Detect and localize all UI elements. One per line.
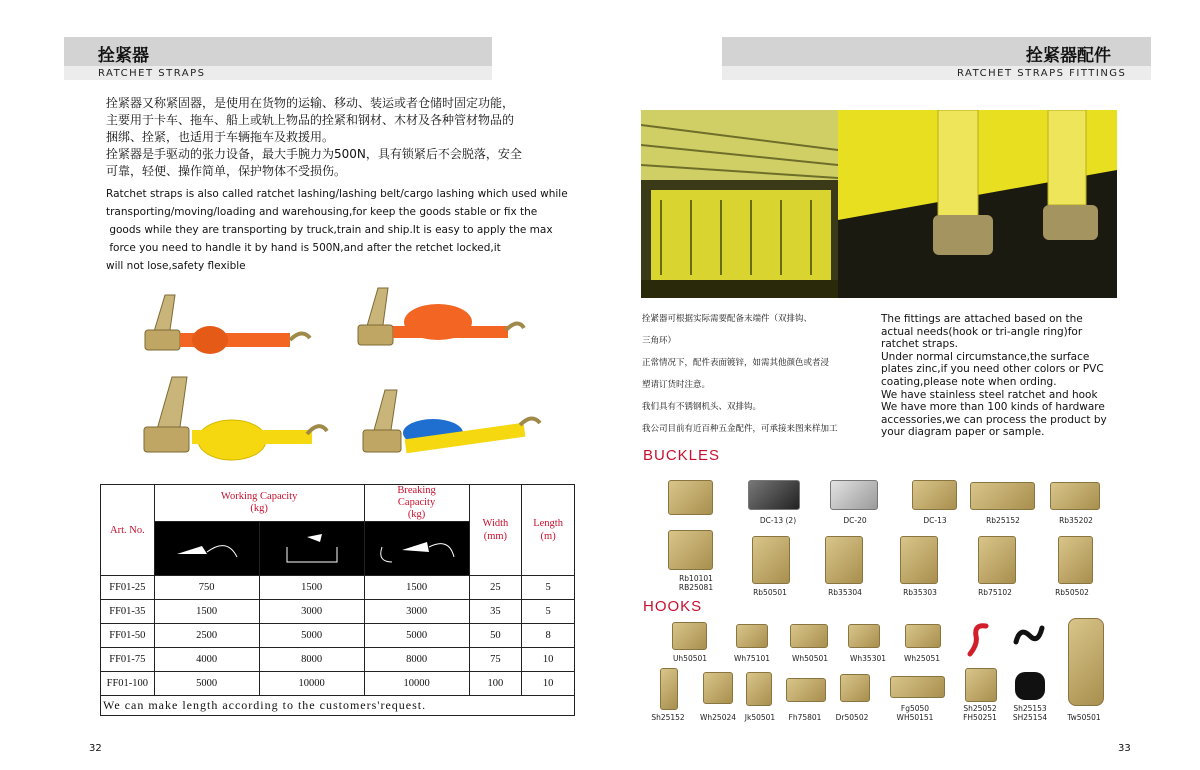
cell-breaking: 1500 (364, 576, 469, 600)
cell-breaking: 10000 (364, 672, 469, 696)
hook-image (1068, 618, 1104, 706)
buckle-image (978, 536, 1016, 584)
intro-en-line: Ratchet straps is also called ratchet lashing/lashing belt/cargo lashing which used while (106, 188, 568, 200)
desc-en-line: Under normal circumstance,the surface (881, 350, 1090, 363)
hook-image (746, 672, 772, 706)
desc-cn-line: 三角环） (642, 336, 677, 346)
buckle-image (825, 536, 863, 584)
hook-image (672, 622, 707, 650)
hook-image (1015, 672, 1045, 700)
buckle-label: Rb35303 (903, 588, 937, 597)
desc-en-line: ratchet straps. (881, 338, 959, 351)
left-intro-cn (106, 95, 576, 180)
buckle-label: Rb25152 (986, 516, 1020, 525)
right-desc-cn (642, 314, 872, 435)
right-desc-en (881, 313, 1141, 439)
cell-working-1: 4000 (154, 648, 259, 672)
desc-en-line: We have more than 100 kinds of hardware (881, 401, 1105, 414)
hook-image (840, 674, 870, 702)
left-page-title-cn: 拴紧器 (98, 46, 149, 66)
buckle-image (668, 480, 713, 515)
ratchet-closeup-photo (838, 110, 1117, 298)
buckle-label: Rb75102 (978, 588, 1012, 597)
buckle-image (830, 480, 878, 510)
intro-cn-line: 捆绑、拴紧，也适用于车辆拖车及救援用。 (106, 130, 335, 144)
hook-diagram-2 (259, 522, 364, 576)
table-row (101, 600, 575, 624)
hook-label: Uh50501 (672, 654, 708, 663)
desc-en-line: plates zinc,if you need other colors or PVC (881, 363, 1104, 376)
hook-label: Wh25024 (699, 713, 737, 722)
hook-label: Wh50501 (791, 654, 829, 663)
intro-en-line: will not lose,safety flexible (106, 260, 246, 272)
table-row (101, 576, 575, 600)
buckle-label: Rb50501 (753, 588, 787, 597)
intro-en-line: transporting/moving/loading and warehousing,for keep the goods stable or fix the (106, 206, 538, 218)
intro-cn-line: 拴紧器是手驱动的张力设备，最大手腕力为500N，具有锁紧后不会脱落，安全 (106, 147, 522, 161)
table-row (101, 672, 575, 696)
cell-art: FF01-50 (101, 624, 155, 648)
cell-breaking: 3000 (364, 600, 469, 624)
hook-label: Sh25052 FH50251 (963, 704, 997, 722)
desc-en-line: coating,please note when ording. (881, 375, 1057, 388)
red-s-hook-icon (966, 622, 996, 658)
th-length: Length (m) (522, 485, 575, 576)
buckle-image (970, 482, 1035, 510)
hook-image (660, 668, 678, 710)
desc-cn-line: 我们具有不锈钢机头、双排钩。 (642, 402, 762, 412)
desc-cn-line: 拴紧器可根据实际需要配备末端件（双排钩、 (642, 314, 813, 324)
cell-length: 10 (522, 672, 575, 696)
hook-image (848, 624, 880, 648)
cell-working-2: 10000 (259, 672, 364, 696)
hook-image (736, 624, 768, 648)
hook-image (965, 668, 997, 702)
buckle-image (668, 530, 713, 570)
blue-yellow-ratchet-strap (355, 385, 545, 460)
desc-cn-line: 正常情况下，配件表面镀锌，如需其他颜色或者浸 (642, 358, 830, 368)
buckle-label: DC-13 (923, 516, 947, 525)
desc-en-line: your diagram paper or sample. (881, 426, 1045, 439)
cell-art: FF01-25 (101, 576, 155, 600)
hooks-title: HOOKS (643, 598, 703, 615)
cell-working-1: 2500 (154, 624, 259, 648)
hook-label: Tw50501 (1067, 713, 1101, 722)
buckle-label: Rb10101 RB25081 (678, 574, 714, 592)
th-art-no: Art. No. (101, 485, 155, 576)
hook-image (890, 676, 945, 698)
cell-working-2: 5000 (259, 624, 364, 648)
black-s-hook-icon (1012, 622, 1046, 650)
desc-cn-line: 塑请订货时注意。 (642, 380, 711, 390)
buckle-label: DC-13 (2) (759, 516, 797, 525)
desc-en-line: We have stainless steel ratchet and hook (881, 388, 1098, 401)
hook-label: Wh35301 (849, 654, 887, 663)
hook-diagram-1 (154, 522, 259, 576)
hook-image (905, 624, 941, 648)
cell-working-2: 3000 (259, 600, 364, 624)
cell-width: 25 (469, 576, 522, 600)
cell-working-1: 750 (154, 576, 259, 600)
intro-en-line: goods while they are transporting by truck,train and ship.It is easy to apply the max (106, 224, 553, 236)
hook-label: Sh25153 SH25154 (1012, 704, 1048, 722)
table-footnote: We can make length according to the customers'request. (101, 696, 575, 716)
buckle-label: Rb50502 (1055, 588, 1089, 597)
buckle-label: Rb35202 (1059, 516, 1093, 525)
desc-cn-line: 我公司目前有近百种五金配件，可承接来图来样加工 (642, 424, 838, 434)
table-row (101, 624, 575, 648)
right-page-title-en: RATCHET STRAPS FITTINGS (957, 68, 1127, 79)
buckle-image (1050, 482, 1100, 510)
cell-width: 50 (469, 624, 522, 648)
cell-breaking: 5000 (364, 624, 469, 648)
buckle-image (748, 480, 800, 510)
cell-width: 35 (469, 600, 522, 624)
buckle-label: DC-20 (843, 516, 867, 525)
cell-working-1: 5000 (154, 672, 259, 696)
cell-length: 5 (522, 600, 575, 624)
th-working-capacity: Working Capacity (kg) (154, 485, 364, 522)
desc-en-line: The fittings are attached based on the (881, 313, 1083, 325)
intro-en-line: force you need to handle it by hand is 500N,and after the retchet locked,it (106, 242, 501, 254)
cell-art: FF01-100 (101, 672, 155, 696)
buckle-label: Rb35304 (828, 588, 862, 597)
hook-label: Wh25051 (903, 654, 941, 663)
desc-en-line: accessories,we can process the product by (881, 413, 1107, 426)
cell-working-1: 1500 (154, 600, 259, 624)
hook-diagram-3 (364, 522, 469, 576)
orange-ratchet-strap-1 (130, 285, 320, 365)
buckle-image (900, 536, 938, 584)
buckles-title: BUCKLES (643, 447, 721, 464)
hook-label: Fg5050 WH50151 (896, 704, 934, 722)
th-width: Width (mm) (469, 485, 522, 576)
hook-label: Fh75801 (788, 713, 822, 722)
right-page-number: 33 (1118, 743, 1131, 754)
cell-length: 5 (522, 576, 575, 600)
left-intro-en (106, 185, 586, 275)
cell-working-2: 1500 (259, 576, 364, 600)
hook-label: Jk50501 (744, 713, 776, 722)
hook-label: Dr50502 (835, 713, 869, 722)
table-row (101, 648, 575, 672)
buckle-image (912, 480, 957, 510)
truck-cargo-photo (641, 110, 838, 298)
orange-ratchet-strap-2 (348, 280, 528, 360)
intro-cn-line: 拴紧器又称紧固器，是使用在货物的运输、移动、装运或者仓储时固定功能， (106, 96, 515, 110)
cell-length: 8 (522, 624, 575, 648)
yellow-ratchet-strap (132, 372, 332, 467)
hook-label: Sh25152 (651, 713, 685, 722)
intro-cn-line: 可靠，轻便、操作简单，保护物体不受损伤。 (106, 164, 347, 178)
cell-art: FF01-35 (101, 600, 155, 624)
cell-working-2: 8000 (259, 648, 364, 672)
hook-image (786, 678, 826, 702)
spec-table (100, 484, 575, 716)
th-breaking-capacity: Breaking Capacity (kg) (364, 485, 469, 522)
cell-width: 75 (469, 648, 522, 672)
buckle-image (752, 536, 790, 584)
cell-length: 10 (522, 648, 575, 672)
hook-image (703, 672, 733, 704)
left-page-number: 32 (89, 743, 102, 754)
cell-art: FF01-75 (101, 648, 155, 672)
desc-en-line: actual needs(hook or tri-angle ring)for (881, 325, 1083, 338)
hook-image (790, 624, 828, 648)
intro-cn-line: 主要用于卡车、拖车、船上或轨上物品的拴紧和钢材、木材及各种管材物品的 (106, 113, 515, 127)
cell-breaking: 8000 (364, 648, 469, 672)
left-page-title-en: RATCHET STRAPS (98, 68, 206, 79)
buckle-image (1058, 536, 1093, 584)
cell-width: 100 (469, 672, 522, 696)
right-page-title-cn: 拴紧器配件 (1026, 46, 1111, 66)
hook-label: Wh75101 (733, 654, 771, 663)
